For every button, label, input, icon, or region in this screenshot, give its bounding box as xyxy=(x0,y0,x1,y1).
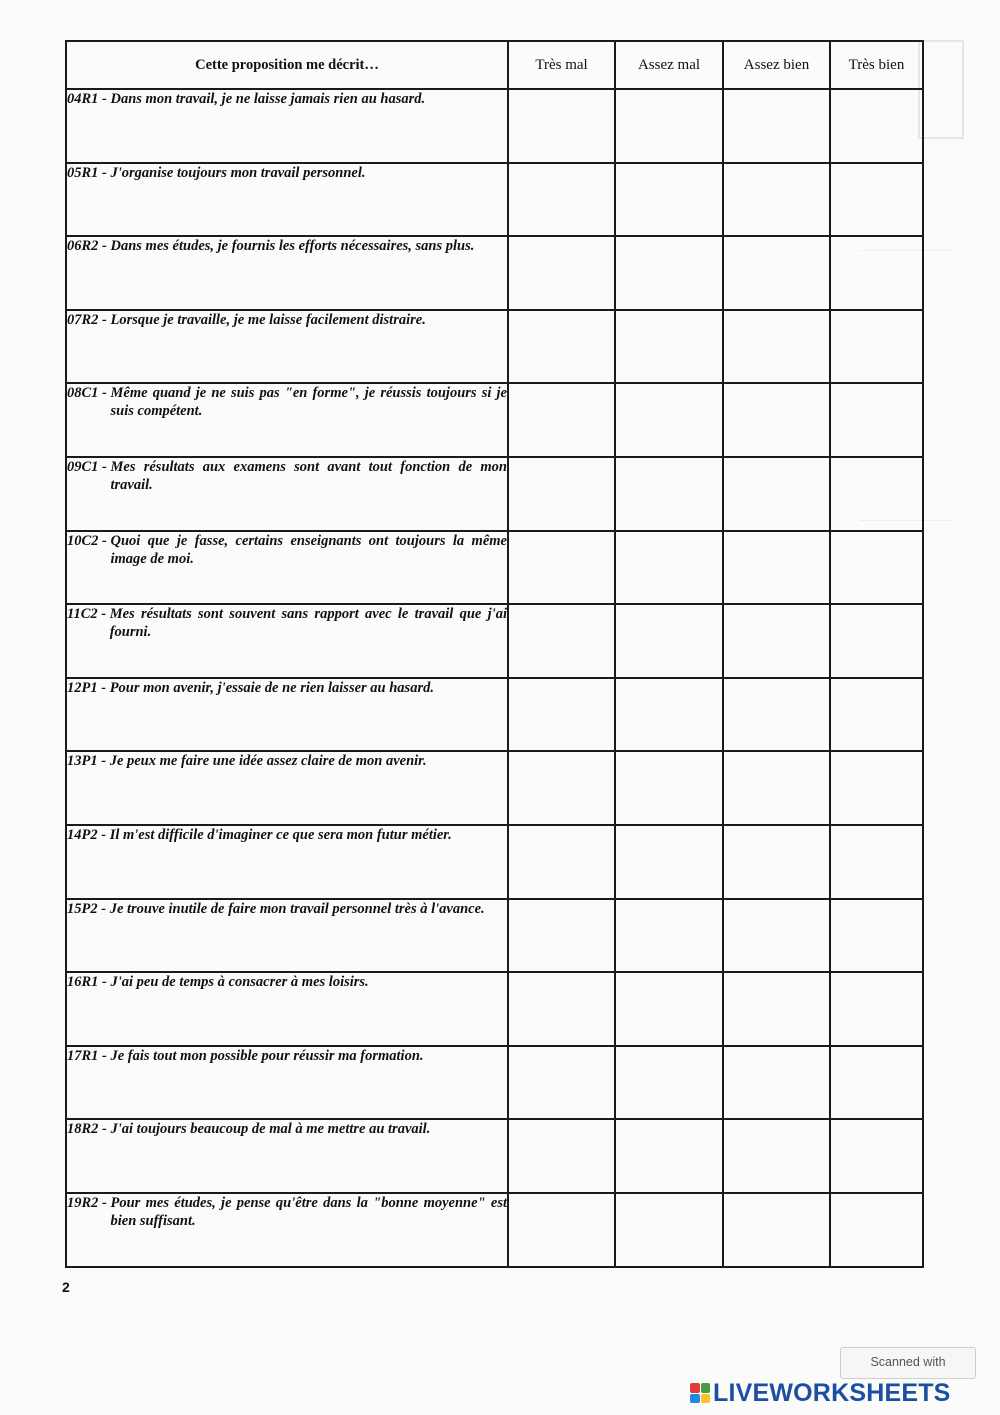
statement-row xyxy=(66,531,923,605)
answer-cell-tres-bien[interactable] xyxy=(830,531,923,605)
answer-cell-assez-mal[interactable] xyxy=(615,972,723,1046)
statement-text: Mes résultats sont souvent sans rapport avec le travail que j'ai fourni. xyxy=(109,606,507,641)
answer-cell-assez-bien[interactable] xyxy=(723,383,830,457)
statement-text: Dans mes études, je fournis les efforts nécessaires, sans plus. xyxy=(110,238,475,255)
logo-square xyxy=(690,1383,700,1393)
answer-cell-assez-bien[interactable] xyxy=(723,899,830,973)
statement-code: 04R1 - xyxy=(67,91,107,107)
answer-cell-assez-mal[interactable] xyxy=(615,163,723,237)
answer-cell-assez-mal[interactable] xyxy=(615,457,723,531)
page-number: 2 xyxy=(62,1279,70,1295)
statement-code: 09C1 - xyxy=(67,458,107,475)
statement-cell xyxy=(66,604,508,678)
statement xyxy=(67,752,507,770)
statement-text: Je trouve inutile de faire mon travail personnel très à l'avance. xyxy=(109,900,485,917)
answer-cell-tres-mal[interactable] xyxy=(508,163,615,237)
answer-cell-tres-bien[interactable] xyxy=(830,310,923,384)
answer-cell-assez-mal[interactable] xyxy=(615,678,723,752)
statement-cell xyxy=(66,899,508,973)
logo-square xyxy=(690,1394,700,1404)
statement-code: 17R1 - xyxy=(67,1047,107,1064)
statement-row xyxy=(66,604,923,678)
statement-text: Je peux me faire une idée assez claire de mon avenir. xyxy=(109,753,427,770)
answer-cell-tres-bien[interactable] xyxy=(830,1119,923,1193)
answer-cell-tres-mal[interactable] xyxy=(508,899,615,973)
answer-cell-tres-bien[interactable] xyxy=(830,1193,923,1267)
answer-cell-assez-mal[interactable] xyxy=(615,531,723,605)
statement xyxy=(67,458,507,494)
statement-code: 05R1 - xyxy=(67,164,107,181)
statement-text: J'ai peu de temps à consacrer à mes loisirs. xyxy=(110,974,369,991)
statement xyxy=(67,90,507,108)
statement xyxy=(67,384,507,420)
statement xyxy=(67,973,507,991)
statement-cell xyxy=(66,457,508,531)
liveworksheets-brand: LIVEWORKSHEETS xyxy=(713,1378,951,1407)
statement-row xyxy=(66,236,923,310)
statement-cell xyxy=(66,1046,508,1120)
statement-cell xyxy=(66,678,508,752)
show-through-mark xyxy=(918,40,964,139)
header-row xyxy=(66,41,923,89)
answer-cell-assez-bien[interactable] xyxy=(723,604,830,678)
statement-code: 18R2 - xyxy=(67,1121,107,1138)
statement-cell xyxy=(66,236,508,310)
answer-cell-tres-mal[interactable] xyxy=(508,604,615,678)
statement-code: 12P1 - xyxy=(67,679,107,696)
answer-cell-tres-mal[interactable] xyxy=(508,1193,615,1267)
answer-cell-assez-bien[interactable] xyxy=(723,825,830,899)
answer-cell-tres-mal[interactable] xyxy=(508,383,615,457)
answer-cell-tres-mal[interactable] xyxy=(508,1119,615,1193)
statement-cell xyxy=(66,1119,508,1193)
statement-cell xyxy=(66,531,508,605)
answer-cell-assez-bien[interactable] xyxy=(723,1119,830,1193)
answer-cell-tres-bien[interactable] xyxy=(830,899,923,973)
answer-cell-tres-bien[interactable] xyxy=(830,972,923,1046)
answer-cell-assez-bien[interactable] xyxy=(723,236,830,310)
answer-cell-assez-bien[interactable] xyxy=(723,89,830,163)
statement-text: Pour mon avenir, j'essaie de ne rien laisser au hasard. xyxy=(109,679,434,696)
statement-row xyxy=(66,89,923,163)
answer-cell-assez-mal[interactable] xyxy=(615,383,723,457)
answer-cell-assez-bien[interactable] xyxy=(723,972,830,1046)
statement-code: 16R1 - xyxy=(67,974,107,991)
statement xyxy=(67,900,507,918)
answer-cell-tres-bien[interactable] xyxy=(830,1046,923,1120)
statement-row xyxy=(66,1046,923,1120)
statement-row xyxy=(66,751,923,825)
statement xyxy=(67,1194,507,1230)
answer-cell-assez-mal[interactable] xyxy=(615,310,723,384)
answer-cell-assez-bien[interactable] xyxy=(723,310,830,384)
answer-cell-tres-mal[interactable] xyxy=(508,972,615,1046)
statement xyxy=(67,1047,507,1065)
scanned-with-badge xyxy=(840,1347,976,1379)
statement-code: 08C1 - xyxy=(67,385,107,402)
answer-cell-assez-mal[interactable] xyxy=(615,1119,723,1193)
liveworksheets-logo-icon xyxy=(690,1383,710,1403)
statement xyxy=(67,1120,507,1138)
option-header-tres-bien: Très bien xyxy=(830,41,923,89)
statement-row xyxy=(66,457,923,531)
answer-cell-assez-mal[interactable] xyxy=(615,899,723,973)
statement-text: Il m'est difficile d'imaginer ce que sera mon futur métier. xyxy=(109,826,452,843)
answer-cell-tres-mal[interactable] xyxy=(508,1046,615,1120)
answer-cell-assez-mal[interactable] xyxy=(615,1193,723,1267)
statement-row xyxy=(66,310,923,384)
questionnaire-table xyxy=(65,40,924,1268)
statement-cell xyxy=(66,310,508,384)
answer-cell-assez-bien[interactable] xyxy=(723,531,830,605)
answer-cell-tres-mal[interactable] xyxy=(508,751,615,825)
answer-cell-tres-bien[interactable] xyxy=(830,457,923,531)
statement-cell xyxy=(66,825,508,899)
statement-row xyxy=(66,972,923,1046)
answer-cell-tres-mal[interactable] xyxy=(508,457,615,531)
statement-row xyxy=(66,1119,923,1193)
statement-text: Même quand je ne suis pas "en forme", je réussis toujours si je suis compétent. xyxy=(110,385,507,420)
statement xyxy=(67,164,507,182)
answer-cell-tres-mal[interactable] xyxy=(508,236,615,310)
statement-cell xyxy=(66,751,508,825)
logo-square xyxy=(701,1394,711,1404)
answer-cell-assez-mal[interactable] xyxy=(615,751,723,825)
answer-cell-tres-mal[interactable] xyxy=(508,310,615,384)
statement-code: 14P2 - xyxy=(67,826,107,843)
statement xyxy=(67,679,507,697)
statement-text: Dans mon travail, je ne laisse jamais rien au hasard. xyxy=(110,91,426,107)
answer-cell-assez-bien[interactable] xyxy=(723,163,830,237)
answer-cell-assez-bien[interactable] xyxy=(723,678,830,752)
answer-cell-assez-mal[interactable] xyxy=(615,1046,723,1120)
answer-cell-assez-bien[interactable] xyxy=(723,1046,830,1120)
answer-cell-tres-bien[interactable] xyxy=(830,383,923,457)
answer-cell-tres-bien[interactable] xyxy=(830,163,923,237)
statement-row xyxy=(66,1193,923,1267)
statement-code: 19R2 - xyxy=(67,1194,107,1211)
answer-cell-tres-mal[interactable] xyxy=(508,825,615,899)
statement-text: Lorsque je travaille, je me laisse facilement distraire. xyxy=(110,311,426,328)
statement xyxy=(67,826,507,844)
option-header-assez-bien: Assez bien xyxy=(723,41,830,89)
statement xyxy=(67,311,507,329)
statement-cell xyxy=(66,972,508,1046)
logo-square xyxy=(701,1383,711,1393)
statement xyxy=(67,532,507,568)
question-column-header: Cette proposition me décrit… xyxy=(66,41,508,89)
statement-row xyxy=(66,383,923,457)
statement-row xyxy=(66,825,923,899)
answer-cell-assez-mal[interactable] xyxy=(615,89,723,163)
statement-cell xyxy=(66,1193,508,1267)
answer-cell-assez-mal[interactable] xyxy=(615,236,723,310)
statement-cell xyxy=(66,163,508,237)
answer-cell-assez-bien[interactable] xyxy=(723,751,830,825)
answer-cell-tres-bien[interactable] xyxy=(830,678,923,752)
statement-text: Quoi que je fasse, certains enseignants ont toujours la même image de moi. xyxy=(110,532,507,567)
answer-cell-assez-mal[interactable] xyxy=(615,825,723,899)
option-header-assez-mal: Assez mal xyxy=(615,41,723,89)
statement-code: 06R2 - xyxy=(67,238,107,255)
answer-cell-assez-bien[interactable] xyxy=(723,1193,830,1267)
statement xyxy=(67,605,507,641)
answer-cell-assez-mal[interactable] xyxy=(615,604,723,678)
answer-cell-tres-mal[interactable] xyxy=(508,678,615,752)
statement-row xyxy=(66,163,923,237)
statement-text: J'organise toujours mon travail personnel. xyxy=(110,164,366,181)
answer-cell-assez-bien[interactable] xyxy=(723,457,830,531)
answer-cell-tres-bien[interactable] xyxy=(830,236,923,310)
statement-text: Pour mes études, je pense qu'être dans la "bonne moyenne" est bien suffisant. xyxy=(110,1194,507,1229)
statement-text: Je fais tout mon possible pour réussir ma formation. xyxy=(110,1047,424,1064)
answer-cell-tres-mal[interactable] xyxy=(508,531,615,605)
statement-code: 13P1 - xyxy=(67,753,107,770)
answer-cell-tres-bien[interactable] xyxy=(830,751,923,825)
liveworksheets-logo xyxy=(690,1378,951,1408)
statement-cell xyxy=(66,89,508,163)
answer-cell-tres-bien[interactable] xyxy=(830,89,923,163)
answer-cell-tres-bien[interactable] xyxy=(830,604,923,678)
statement-code: 10C2 - xyxy=(67,532,107,549)
option-header-tres-mal: Très mal xyxy=(508,41,615,89)
statement-cell xyxy=(66,383,508,457)
statement-code: 15P2 - xyxy=(67,900,107,917)
statement-text: J'ai toujours beaucoup de mal à me mettre au travail. xyxy=(110,1121,431,1138)
statement-row xyxy=(66,899,923,973)
statement-code: 11C2 - xyxy=(67,606,107,623)
statement-code: 07R2 - xyxy=(67,311,107,328)
statement xyxy=(67,237,507,255)
scanned-with-label: Scanned with xyxy=(870,1355,946,1369)
answer-cell-tres-bien[interactable] xyxy=(830,825,923,899)
statement-text: Mes résultats aux examens sont avant tout fonction de mon travail. xyxy=(110,458,507,493)
answer-cell-tres-mal[interactable] xyxy=(508,89,615,163)
statement-row xyxy=(66,678,923,752)
